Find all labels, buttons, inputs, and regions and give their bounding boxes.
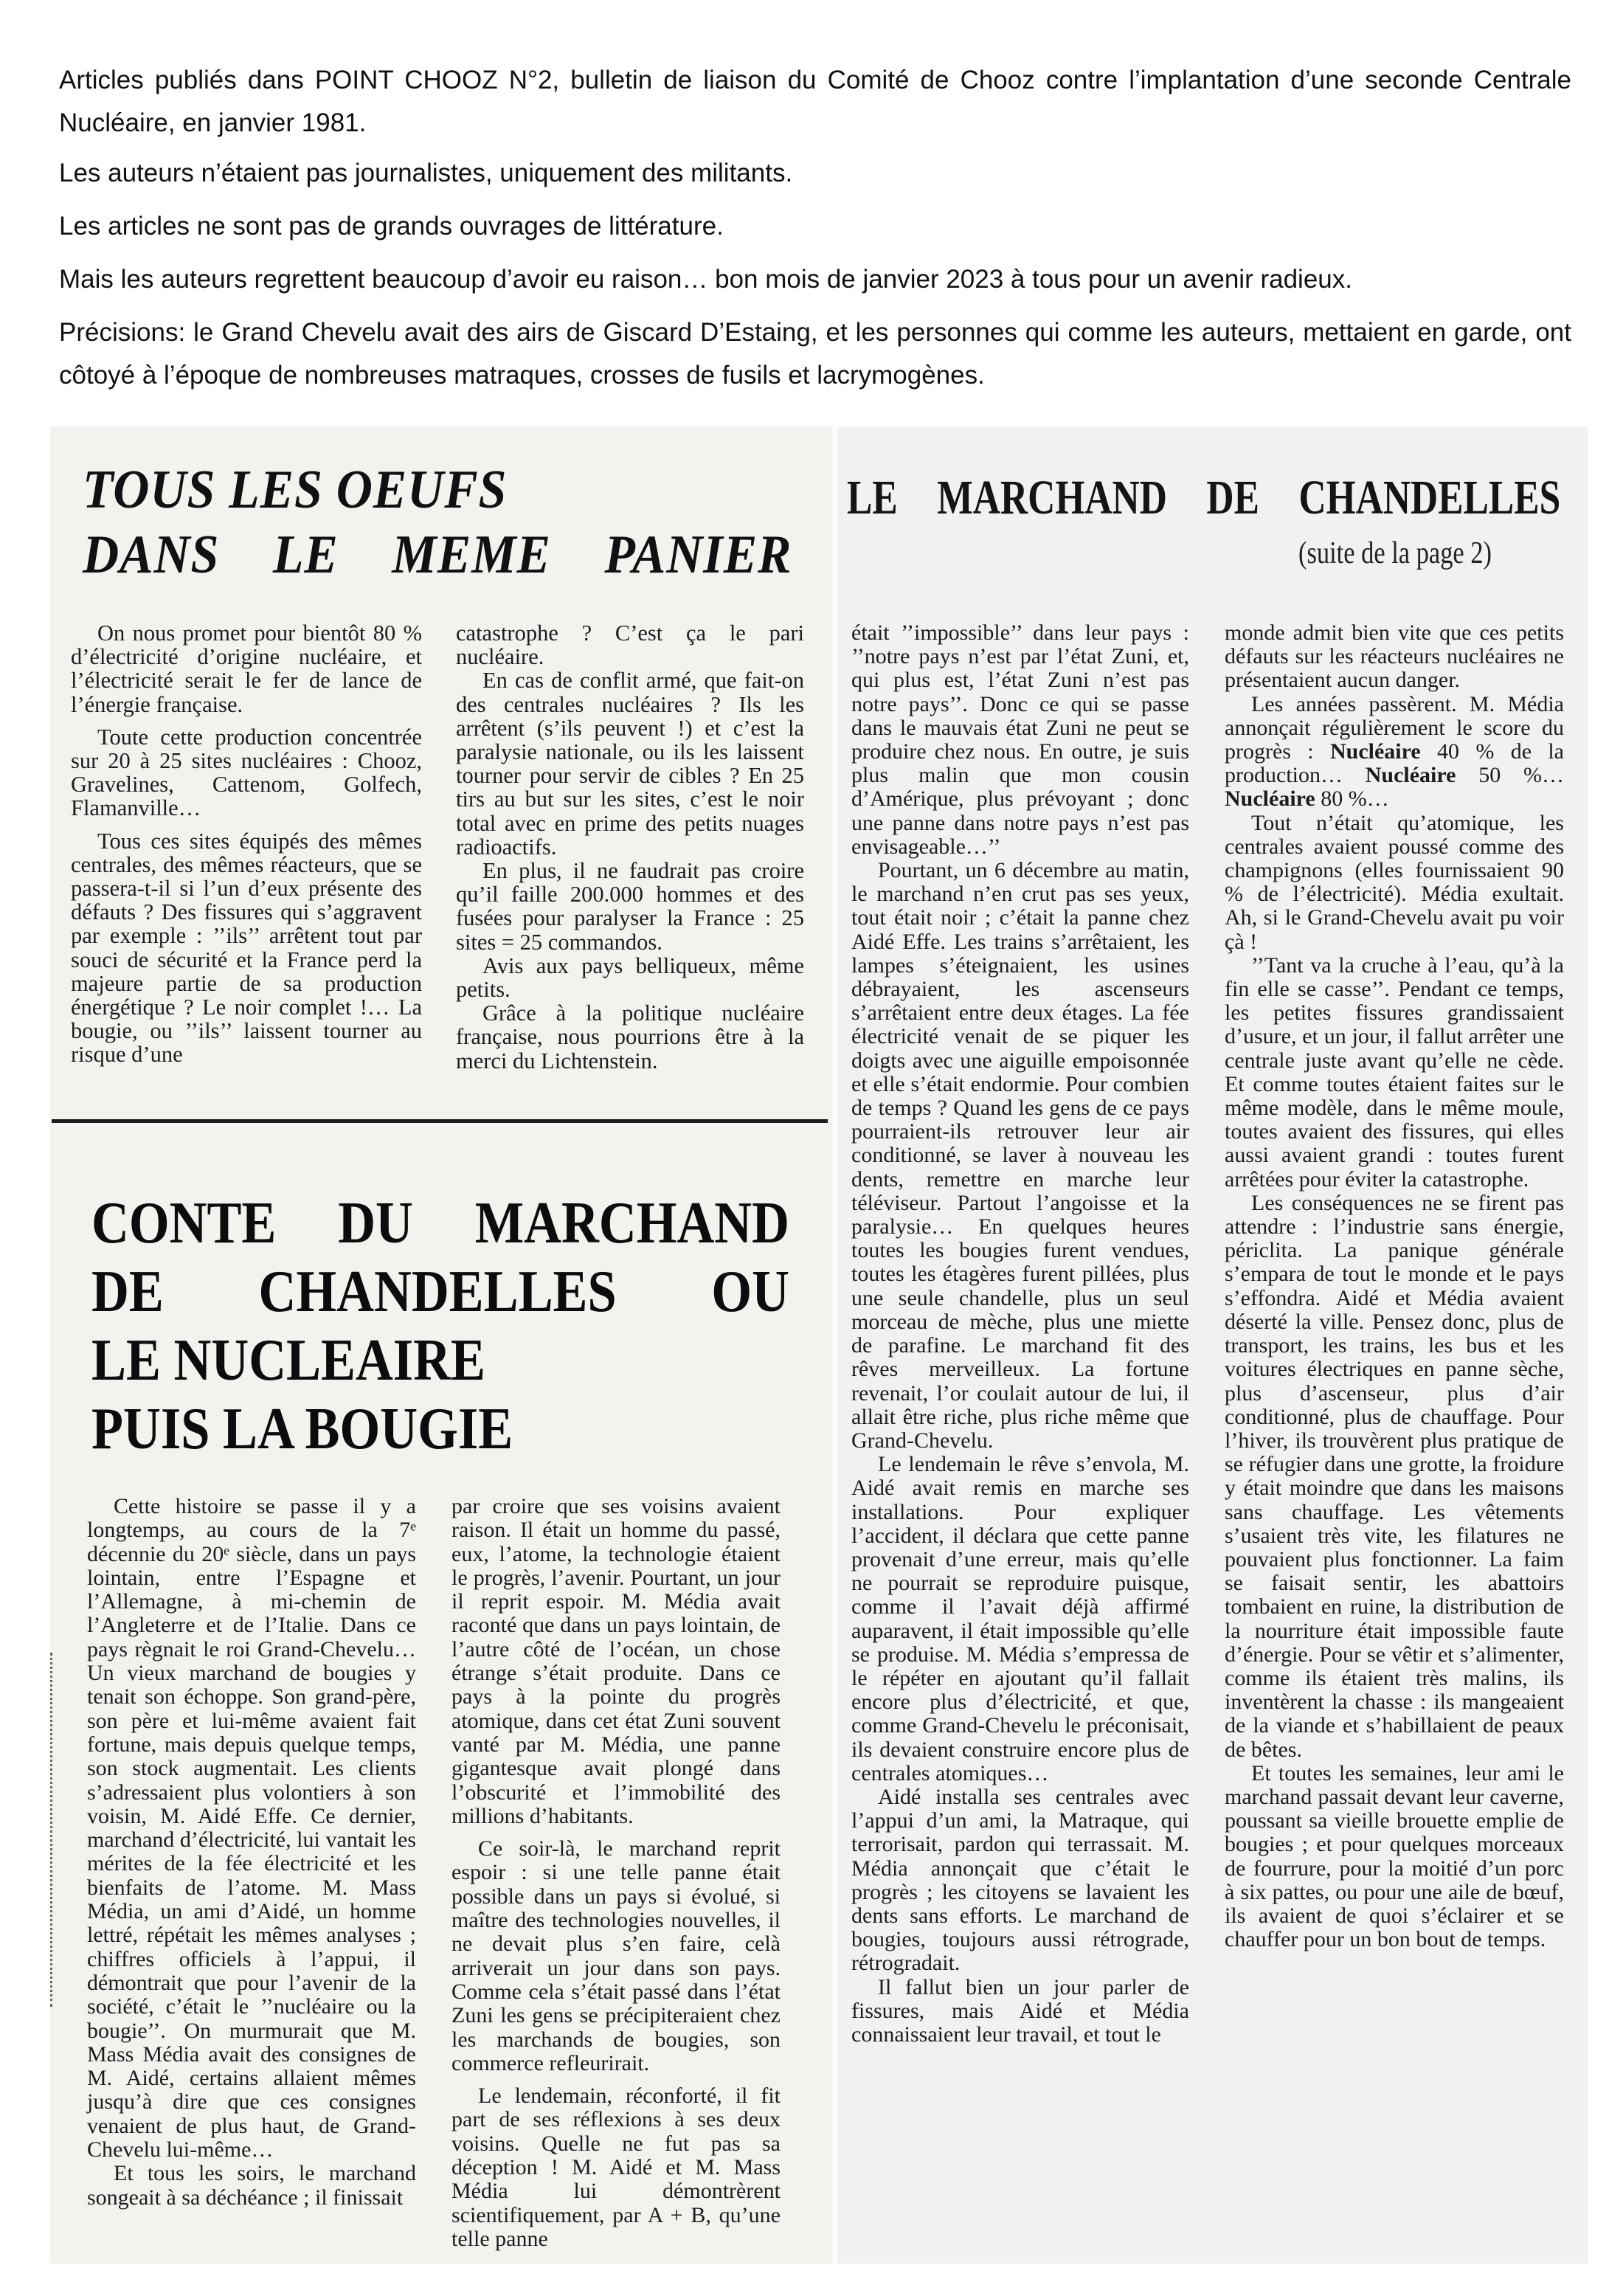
paragraph: Pourtant, un 6 décembre au matin, le marchand n’en crut pas ses yeux, tout était noir ; c’était la panne chez Aidé Effe. Les trains s’arrêtaient, les lampes s’éteignaient, les usines débrayaient, les ascenseurs s’arrêtaient entre deux étages. La fée électricité venait de se piquer les doigts avec une aiguille empoisonnée et elle s’était endormie. Pour combien de temps ? Quand les gens de ce pays pourraient-ils retrouver leur air conditionné, se laver à nouveau les dents, remettre en marche leur téléviseur. Partout l’angoisse et la paralysie… En quelques heures toutes les bougies furent vendues, toutes les étagères furent pillées, plus une seule chandelle, plus un seul morceau de mèche, plus une miette de parafine. Le marchand fit des rêves merveilleux. La fortune revenait, l’or coulait autour de lui, il allait être riche, plus riche même que Grand-Chevelu. (851, 858, 1189, 1453)
article-suite-subtitle: (suite de la page 2) (1298, 536, 1492, 570)
article-oeufs-title (83, 457, 792, 587)
paragraph: Grâce à la politique nucléaire française, nous pourrions être à la merci du Lichtenstein. (456, 1000, 804, 1073)
article-conte-title (91, 1189, 789, 1464)
article-conte-column-1 (87, 1495, 416, 2210)
title-word: DANS (83, 525, 220, 585)
title-line (91, 1189, 789, 1258)
intro-paragraph: Mais les auteurs regrettent beaucoup d’avoir eu raison… bon mois de janvier 2023 à tous pour un avenir radieux. (59, 265, 1352, 294)
intro-paragraph: Les auteurs n’étaient pas journalistes, uniquement des militants. (59, 159, 793, 187)
paragraph: Ce soir-là, le marchand reprit espoir : si une telle panne était possible dans un pays si évolué, si maître des technologies nouvelles, il ne devait plus s’en faire, celà arriverait un jour dans son pays. Comme cela s’était passé dans l’état Zuni les gens se précipiteraient chez les marchands de bougies, son commerce refleurirait. (451, 1836, 781, 2075)
article-suite-title (847, 471, 1561, 525)
title-word: MEME (392, 525, 551, 585)
paragraph: Aidé installa ses centrales avec l’appui d’un ami, la Matraque, qui terrorisait, pardon qui terrassait. M. Média annonçait que c’était le progrès ; les citoyens se lavaient les dents sans efforts. Le marchand de bougies, toujours aussi rétrograde, rétrogradait. (851, 1784, 1189, 1976)
intro-paragraph: Articles publiés dans POINT CHOOZ N°2, bulletin de liaison du Comité de Chooz contre l’implantation d’une seconde Centrale Nucléaire, en janvier 1981. (59, 66, 1571, 137)
title-line (91, 1258, 789, 1327)
bold-run: Nucléaire (1225, 786, 1315, 812)
bold-run: Nucléaire (1365, 763, 1456, 788)
text-run: 40 % de la production… (1225, 739, 1564, 788)
paragraph: monde admit bien vite que ces petits défauts sur les réacteurs nucléaires ne présentaient aucun danger. (1225, 620, 1564, 693)
title-word: LE (847, 471, 898, 525)
paragraph: Le lendemain, réconforté, il fit part de ses réflexions à ses deux voisins. Quelle ne fut pas sa déception ! M. Aidé et M. Mass Média lui démontrèrent scientifiquement, par A + B, qu’une telle panne (451, 2084, 781, 2251)
title-word: CONTE (91, 1191, 277, 1256)
paragraph: Avis aux pays belliqueux, même petits. (456, 952, 804, 1003)
title-word: DE (91, 1259, 164, 1324)
title-word: MARCHAND (937, 471, 1167, 525)
text-run: Les années passèrent. M. Média annonçait régulièrement le score du progrès : (1225, 691, 1564, 764)
title-word: CHANDELLES (1298, 471, 1561, 525)
paragraph: Tout n’était qu’atomique, les centrales avaient poussé comme des champignons (elles fournissaient 90 % de l’électricité). Média exultait. Ah, si le Grand-Chevelu avait pu voir çà ! (1225, 810, 1564, 954)
title-word: OU (711, 1259, 789, 1324)
intro-text (59, 59, 1571, 407)
title-line: LE NUCLEAIRE (91, 1328, 485, 1393)
paragraph: En plus, il ne faudrait pas croire qu’il faille 200.000 hommes et des fusées pour paralyser la France : 25 sites = 25 commandos. (456, 858, 804, 955)
article-divider (52, 1119, 828, 1123)
paragraph: Il fallut bien un jour parler de fissures, mais Aidé et Média connaissaient leur travail, et tout le (851, 1974, 1189, 2047)
title-word: DE (1206, 471, 1259, 525)
title-line: TOUS LES OEUFS (83, 460, 508, 520)
intro-paragraph: Les articles ne sont pas de grands ouvrages de littérature. (59, 212, 724, 241)
paragraph: Et tous les soirs, le marchand songeait à sa déchéance ; il finissait (87, 2161, 416, 2210)
paragraph: catastrophe ? C’est ça le pari nucléaire. (456, 620, 804, 670)
title-word: LE (272, 525, 339, 585)
paragraph: Les conséquences ne se firent pas attendre : l’industrie sans énergie, périclita. La panique générale s’empara de tout le monde et le pays s’effondra. Aidé et Média avaient déserté la ville. Pensez donc, plus de transport, les trains, les bus et les voitures électriques en panne sèche, plus d’ascenseur, plus d’air conditionné, plus de chauffage. Pour l’hiver, ils trouvèrent plus pratique de se réfugier dans une grotte, la froidure y était moindre que dans les maisons sans chauffage. Les vêtements s’usaient très vite, les filatures ne pouvaient plus fonctionner. La faim se faisait sentir, les abattoirs tombaient en ruine, la distribution de la nourriture était impossible faute d’énergie. Pour se vêtir et s’alimenter, comme ils étaient très malins, ils inventèrent la chasse : ils mangeaient de la viande et s’habillaient de peaux de bêtes. (1225, 1190, 1564, 1762)
paragraph: Cette histoire se passe il y a longtemps, au cours de la 7ᵉ décennie du 20ᵉ siècle, dans un pays lointain, entre l’Espagne et l’Allemagne, à mi-chemin de l’Angleterre et de l’Italie. Dans ce pays règnait le roi Grand-Chevelu… Un vieux marchand de bougies y tenait son échoppe. Son grand-père, son père et lui-même avaient fait fortune, mais depuis quelque temps, son stock augmentait. Les clients s’adressaient plus volontiers à son voisin, M. Aidé Effe. Ce dernier, marchand d’électricité, lui vantait les mérites de la fée électricité et les bienfaits de l’atome. M. Mass Média, un ami d’Aidé, un homme lettré, répétait les mêmes analyses ; chiffres officiels à l’appui, il démontrait que pour l’avenir de la société, c’était le ’’nucléaire ou la bougie’’. On murmurait que M. Mass Média avait des consignes de M. Aidé, certains allaient mêmes jusqu’à dire que ces consignes venaient de plus haut, de Grand-Chevelu lui-même… (87, 1494, 416, 2162)
article-oeufs-column-1 (71, 621, 422, 1067)
text-run: 50 %… (1456, 763, 1564, 788)
bold-run: Nucléaire (1329, 739, 1421, 764)
title-word: MARCHAND (474, 1191, 789, 1256)
margin-rule (50, 1653, 55, 2007)
title-word: CHANDELLES (258, 1259, 617, 1324)
title-line (83, 522, 792, 587)
article-conte-column-2 (451, 1495, 781, 2251)
panel-gap (832, 426, 838, 2264)
text-run: 80 %… (1315, 786, 1389, 812)
paragraph-score (1225, 693, 1564, 812)
intro-paragraph: Précisions: le Grand Chevelu avait des airs de Giscard D’Estaing, et les personnes qui comme les auteurs, mettaient en garde, ont côtoyé à l’époque de nombreuses matraques, crosses de fusils et lacrymogènes. (59, 318, 1571, 390)
title-line (847, 472, 1560, 524)
article-suite-column-1 (851, 621, 1189, 2047)
paragraph: Tous ces sites équipés des mêmes centrales, des mêmes réacteurs, que se passera-t-il si l’un d’eux présente des défauts ? Des fissures qui s’aggravent par exemple : ’’ils’’ arrêtent tout par souci de sécurité et la France perd la majeure partie de sa production énergétique ? Le noir complet !… La bougie, ou ’’ils’’ laissent tourner au risque d’une (71, 828, 422, 1068)
paragraph: En cas de conflit armé, que fait-on des centrales nucléaires ? Ils les arrêtent (s’ils peuvent !) et c’est la paralysie nationale, ou ils les laissent tourner pour servir de cibles ? En 25 tirs au but sur les sites, c’est le noir total avec en prime des petits nuages radioactifs. (456, 668, 804, 860)
paragraph: Toute cette production concentrée sur 20 à 25 sites nucléaires : Chooz, Gravelines, Cattenom, Golfech, Flamanville… (71, 724, 422, 821)
title-line: PUIS LA BOUGIE (91, 1397, 513, 1462)
paragraph: On nous promet pour bientôt 80 % d’électricité d’origine nucléaire, et l’électricité serait le fer de lance de l’énergie française. (71, 620, 422, 717)
article-oeufs-column-2 (456, 621, 804, 1073)
title-word: PANIER (604, 525, 792, 585)
title-word: DU (338, 1191, 413, 1256)
paragraph: était ’’impossible’’ dans leur pays : ’’notre pays n’est par l’état Zuni, et, qui plus est, l’état Zuni n’est pas notre pays’’. Donc ce qui se passe dans le mauvais état Zuni ne peut se produire chez nous. En outre, je suis plus malin que mon cousin d’Amérique, plus prévoyant ; donc une panne dans notre pays n’est pas envisageable…’’ (851, 620, 1189, 859)
paragraph: par croire que ses voisins avaient raison. Il était un homme du passé, eux, l’atome, la technologie étaient le progrès, l’avenir. Pourtant, un jour il reprit espoir. M. Média avait raconté que dans un pays lointain, de l’autre côté de l’océan, un chose étrange s’était produite. Dans ce pays à la pointe du progrès atomique, dans cet état Zuni souvent vanté par M. Média, une panne gigantesque avait plongé dans l’obscurité et l’immobilité des millions d’habitants. (451, 1494, 781, 1828)
article-suite-column-2 (1225, 621, 1564, 1951)
paragraph: Et toutes les semaines, leur ami le marchand passait devant leur caverne, poussant sa vieille brouette emplie de bougies ; et pour quelques morceaux de fourrure, pour la moitié d’un porc à six pattes, ou pour une aile de bœuf, ils avaient de quoi s’éclairer et se chauffer pour un bon bout de temps. (1225, 1760, 1564, 1952)
paragraph: Le lendemain le rêve s’envola, M. Aidé avait remis en marche ses installations. Pour expliquer l’accident, il déclara que cette panne provenait d’une erreur, mais qu’elle ne pourrait se reproduire puisque, comme il l’avait déjà affirmé auparavent, il était impossible qu’elle se produise. M. Média s’empressa de le répéter en ajoutant qu’il fallait encore plus d’électricité, et que, comme Grand-Chevelu le préconisait, ils devaient construire encore plus de centrales atomiques… (851, 1452, 1189, 1785)
paragraph: ’’Tant va la cruche à l’eau, qu’à la fin elle se casse’’. Pendant ce temps, les petites fissures grandissaient d’usure, et un jour, il fallut arrêter une centrale juste avant qu’elle ne cède. Et comme toutes étaient faites sur le même modèle, dans le même moule, toutes avaient des fissures, qui elles aussi avaient grandi : toutes furent arrêtées pour éviter la catastrophe. (1225, 952, 1564, 1192)
